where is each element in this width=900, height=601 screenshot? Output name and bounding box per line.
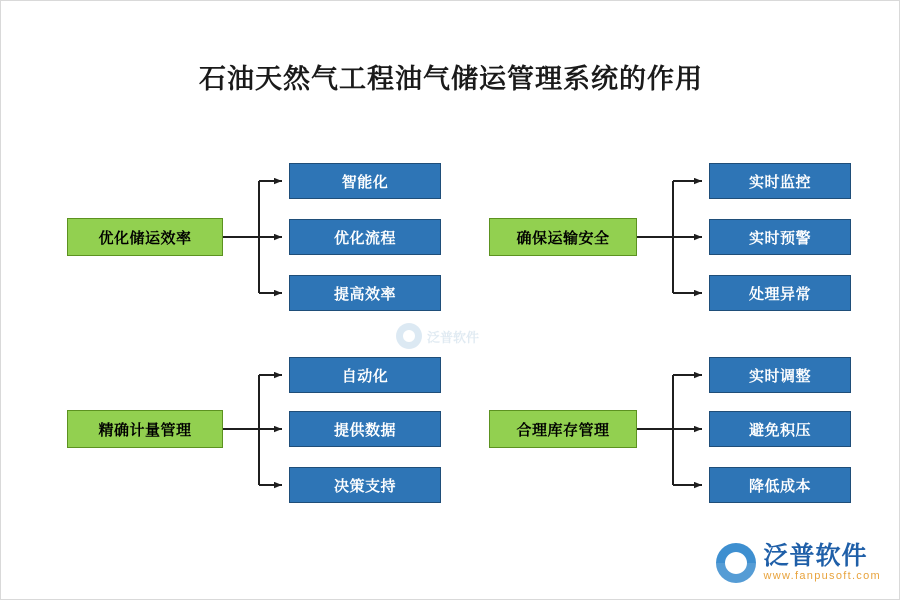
watermark xyxy=(396,321,516,351)
brand-logo-text xyxy=(764,543,881,583)
page-title: 石油天然气工程油气储运管理系统的作用 xyxy=(199,64,703,94)
brand-logo xyxy=(716,543,881,583)
leaf-node-group-2-2[interactable]: 实时预警 xyxy=(709,219,851,255)
connectors-group-4 xyxy=(637,375,702,485)
connectors-group-2 xyxy=(637,181,702,293)
leaf-node-group-3-3[interactable]: 决策支持 xyxy=(289,467,441,503)
leaf-node-group-1-3[interactable]: 提高效率 xyxy=(289,275,441,311)
watermark-text: 泛普软件 xyxy=(427,329,480,345)
leaf-node-group-4-3[interactable]: 降低成本 xyxy=(709,467,851,503)
source-node-group-1[interactable]: 优化储运效率 xyxy=(67,218,223,256)
leaf-node-group-2-3[interactable]: 处理异常 xyxy=(709,275,851,311)
leaf-node-group-1-1[interactable]: 智能化 xyxy=(289,163,441,199)
brand-logo-icon xyxy=(716,543,756,583)
source-node-group-2[interactable]: 确保运输安全 xyxy=(489,218,637,256)
leaf-node-group-1-2[interactable]: 优化流程 xyxy=(289,219,441,255)
leaf-node-group-4-1[interactable]: 实时调整 xyxy=(709,357,851,393)
leaf-node-group-2-1[interactable]: 实时监控 xyxy=(709,163,851,199)
source-node-group-3[interactable]: 精确计量管理 xyxy=(67,410,223,448)
leaf-node-group-3-1[interactable]: 自动化 xyxy=(289,357,441,393)
leaf-node-group-4-2[interactable]: 避免积压 xyxy=(709,411,851,447)
watermark-logo-icon xyxy=(396,323,422,349)
brand-name: 泛普软件 xyxy=(763,542,868,571)
connectors-group-3 xyxy=(223,375,282,485)
source-node-group-4[interactable]: 合理库存管理 xyxy=(489,410,637,448)
leaf-node-group-3-2[interactable]: 提供数据 xyxy=(289,411,441,447)
connectors-group-1 xyxy=(223,181,282,293)
brand-url: www.fanpusoft.com xyxy=(763,570,881,583)
